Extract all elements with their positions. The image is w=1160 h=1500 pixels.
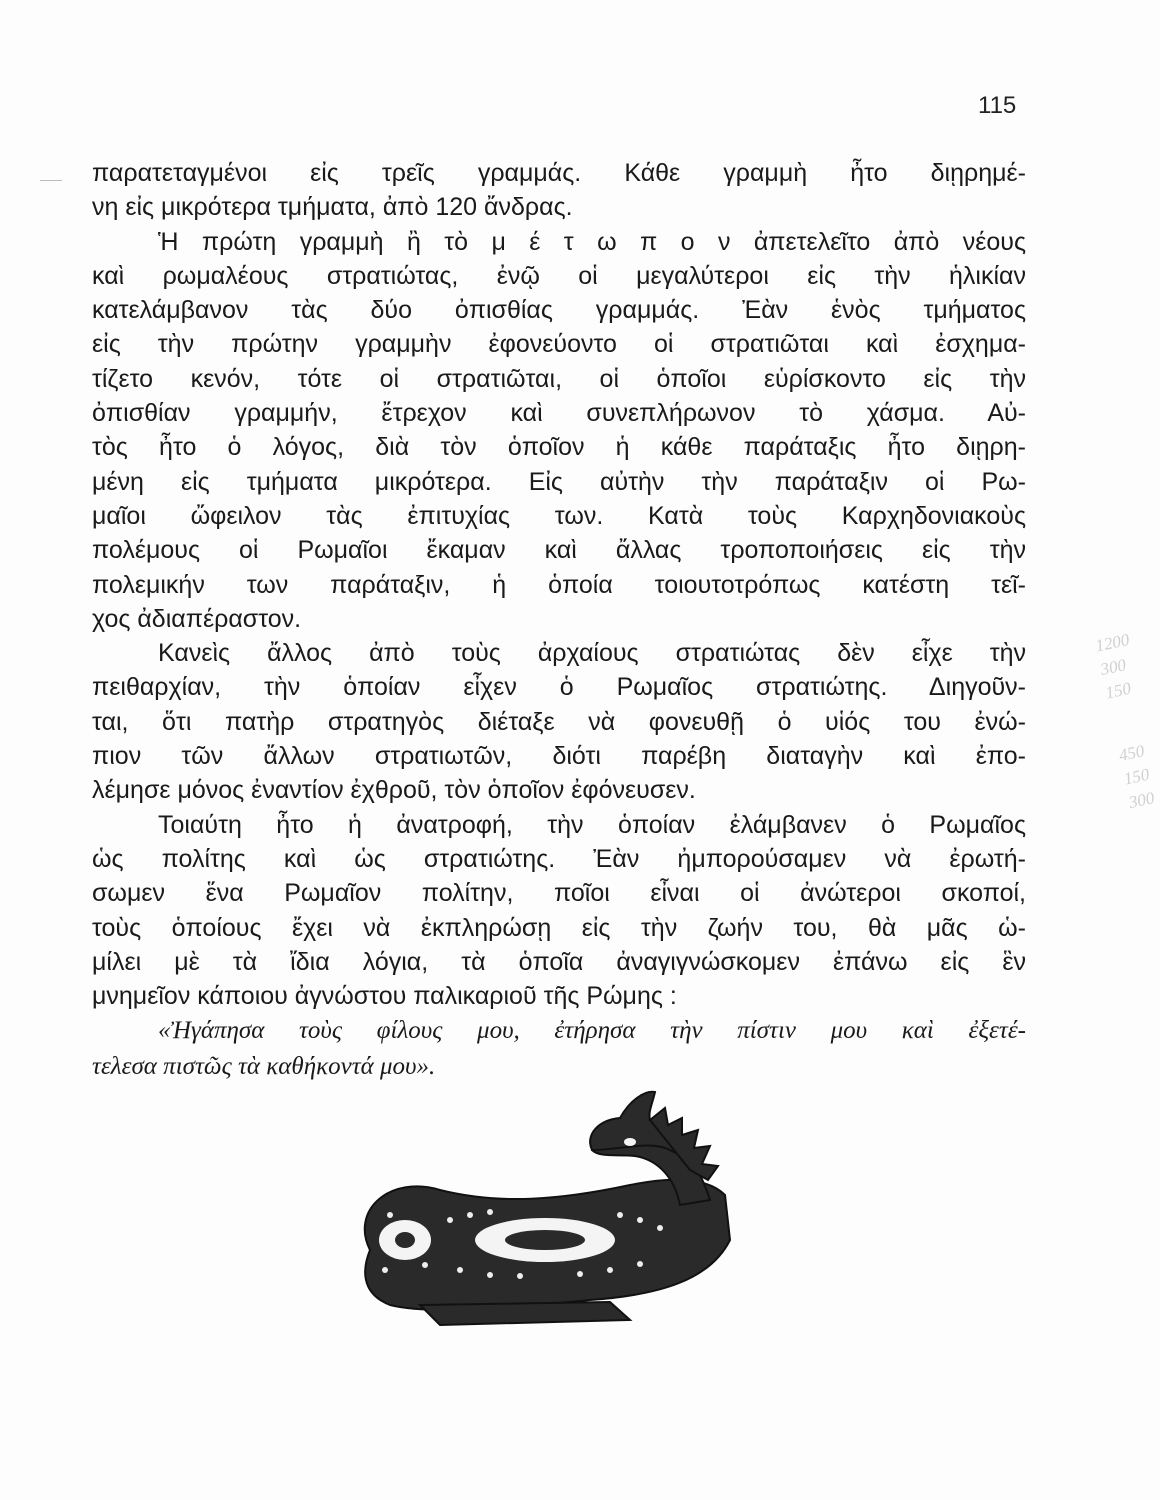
text-line: παρατεταγμένοι εἰς τρεῖς γραμμάς. Κάθε γραμμὴ ἦτο διῃρημέ- (92, 159, 1026, 187)
margin-note: 150 (1103, 678, 1133, 703)
quote-line: τελεσα πιστῶς τὰ καθήκοντά μου». (92, 1053, 436, 1081)
text-line: χος ἀδιαπέραστον. (92, 604, 302, 633)
text-line: λέμησε μόνος ἐναντίον ἐχθροῦ, τὸν ὁποῖον ἐφόνευσεν. (92, 776, 696, 805)
text-line: εἰς τὴν πρώτην γραμμὴν ἐφονεύοντο οἱ στρατιῶται καὶ ἐσχημα- (92, 330, 1026, 359)
text-line: ὀπισθίαν γραμμήν, ἔτρεχον καὶ συνεπλήρωνον τὸ χάσμα. Αὐ- (92, 399, 1026, 428)
text-line: μένη εἰς τμήματα μικρότερα. Εἰς αὐτὴν τὴν παράταξιν οἱ Ρω- (92, 467, 1026, 496)
text-line: μίλει μὲ τὰ ἴδια λόγια, τὰ ὁποῖα ἀναγιγνώσκομεν ἐπάνω εἰς ἓν (92, 947, 1026, 976)
text-line: κατελάμβανον τὰς δύο ὀπισθίας γραμμάς. Ἐὰν ἑνὸς τμήματος (92, 296, 1026, 325)
text-line: μαῖοι ὤφειλον τὰς ἐπιτυχίας των. Κατὰ τοὺς Καρχηδονιακοὺς (92, 501, 1026, 530)
margin-note: 1200 (1093, 629, 1132, 656)
quote-line: «Ἠγάπησα τοὺς φίλους μου, ἐτήρησα τὴν πίστιν μου καὶ ἐξετέ- (158, 1017, 1026, 1045)
text-line: τίζετο κενόν, τότε οἱ στρατιῶται, οἱ ὁποῖοι εὑρίσκοντο εἰς τὴν (92, 364, 1026, 393)
body-text (92, 156, 1026, 1085)
text-line: καὶ ρωμαλέους στρατιώτας, ἐνῷ οἱ μεγαλύτεροι εἰς τὴν ἡλικίαν (92, 261, 1026, 290)
handwritten-margin-notes (1093, 625, 1160, 815)
text-line: νη εἰς μικρότερα τμήματα, ἀπὸ 120 ἄνδρας. (92, 193, 573, 222)
text-line: μνημεῖον κάποιου ἀγνώστου παλικαριοῦ τῆς Ρώμης : (92, 982, 677, 1011)
text-line: πολεμικήν των παράταξιν, ἡ ὁποία τοιουτοτρόπως κατέστη τεῖ- (92, 570, 1026, 599)
margin-note: 300 (1127, 788, 1156, 813)
text-line: ὡς πολίτης καὶ ὡς στρατιώτης. Ἐὰν ἠμπορούσαμεν νὰ ἐρωτή- (92, 844, 1026, 873)
text-line: Κανεὶς ἄλλος ἀπὸ τοὺς ἀρχαίους στρατιώτας δὲν εἶχε τὴν (158, 639, 1026, 668)
text-line: ται, ὅτι πατὴρ στρατηγὸς διέταξε νὰ φονευθῇ ὁ υἱός του ἐνώ- (92, 707, 1026, 736)
margin-note: 300 (1098, 655, 1128, 680)
text-line: πειθαρχίαν, τὴν ὁποίαν εἶχεν ὁ Ρωμαῖος στρατιώτης. Διηγοῦν- (92, 673, 1026, 702)
text-line: πολέμους οἱ Ρωμαῖοι ἔκαμαν καὶ ἄλλας τροποποιήσεις εἰς τὴν (92, 536, 1026, 565)
page-number: 115 (978, 92, 1017, 119)
text-line: Τοιαύτη ἦτο ἡ ἀνατροφή, τὴν ὁποίαν ἐλάμβανεν ὁ Ρωμαῖος (158, 810, 1026, 839)
margin-note: 150 (1122, 764, 1151, 789)
text-line: Ἡ πρώτη γραμμὴ ἢ τὸ μ έ τ ω π ο ν ἀπετελεῖτο ἀπὸ νέους (158, 227, 1026, 256)
oil-lamp-illustration (330, 1080, 820, 1340)
text-line: πιον τῶν ἄλλων στρατιωτῶν, διότι παρέβη διαταγὴν καὶ ἐπο- (92, 742, 1026, 771)
margin-note: 450 (1117, 741, 1146, 766)
text-line: σωμεν ἕνα Ρωμαῖον πολίτην, ποῖοι εἶναι οἱ ἀνώτεροι σκοποί, (92, 879, 1026, 908)
margin-mark (40, 180, 62, 181)
text-line: τοὺς ὁποίους ἔχει νὰ ἐκπληρώσῃ εἰς τὴν ζωήν του, θὰ μᾶς ὡ- (92, 913, 1026, 942)
text-line: τὸς ἦτο ὁ λόγος, διὰ τὸν ὁποῖον ἡ κάθε παράταξις ἦτο διῃρη- (92, 433, 1026, 462)
